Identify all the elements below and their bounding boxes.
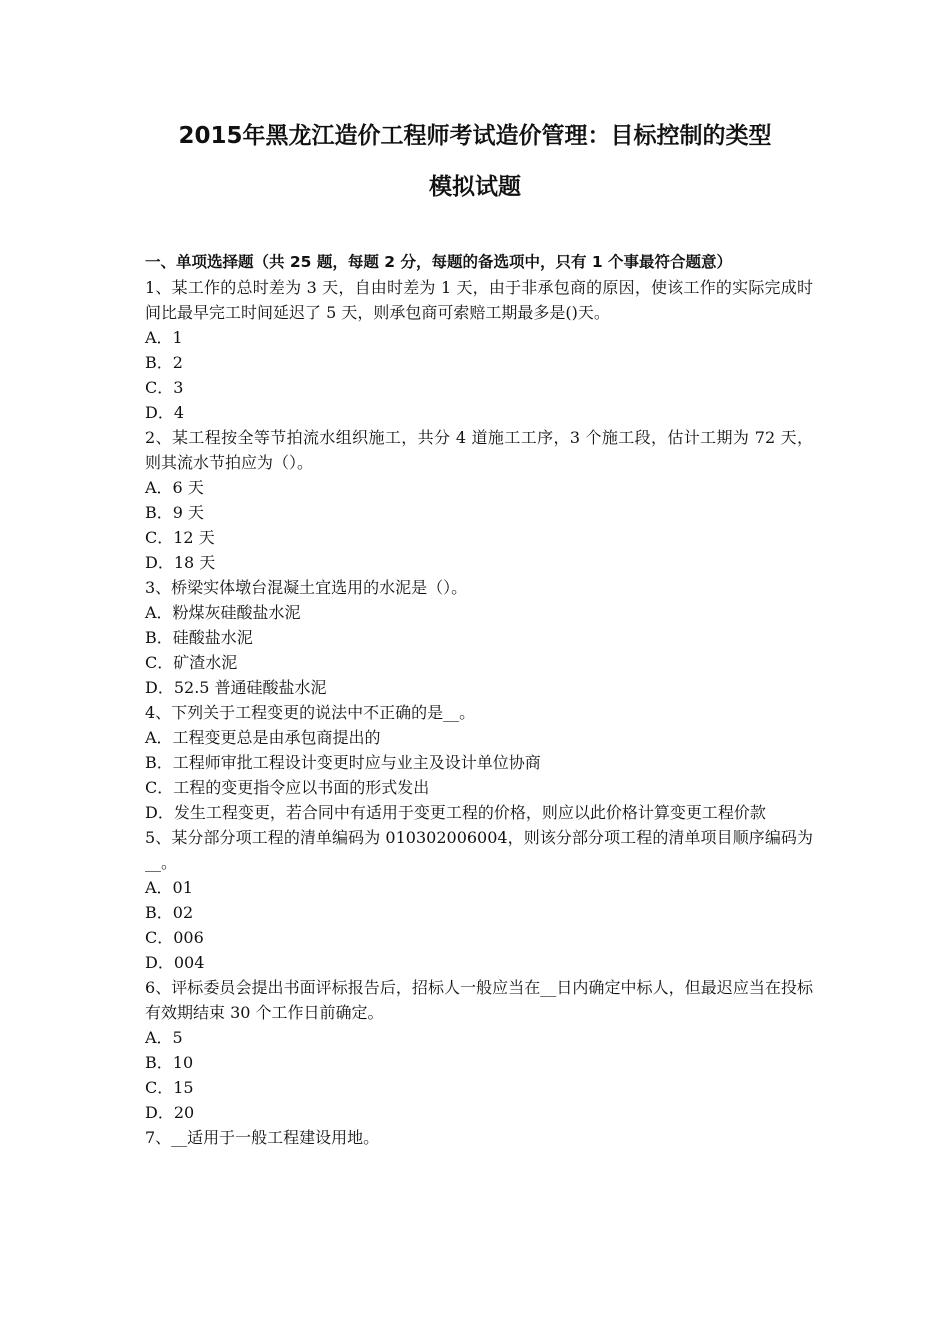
option-c: C．12 天 — [145, 528, 215, 547]
question-text: 3、桥梁实体墩台混凝土宜选用的水泥是（）。 — [145, 578, 468, 597]
option-c: C．15 — [145, 1078, 194, 1097]
option-a: A．5 — [145, 1028, 183, 1047]
document-title-line-1: 2015年黑龙江造价工程师考试造价管理：目标控制的类型 — [178, 123, 772, 149]
option-c: C．矿渣水泥 — [145, 653, 238, 672]
option-b: B．工程师审批工程设计变更时应与业主及设计单位协商 — [145, 753, 541, 772]
option-a: A．01 — [145, 878, 193, 897]
option-d: D．4 — [145, 403, 185, 422]
option-b: B．硅酸盐水泥 — [145, 628, 253, 647]
option-a: A．工程变更总是由承包商提出的 — [145, 728, 381, 747]
option-c: C．3 — [145, 378, 184, 397]
question-3 — [145, 575, 813, 700]
option-b: B．9 天 — [145, 503, 205, 522]
option-d: D．18 天 — [145, 553, 216, 572]
option-d: D．004 — [145, 953, 205, 972]
option-d: D．52.5 普通硅酸盐水泥 — [145, 678, 327, 697]
question-7 — [145, 1125, 813, 1150]
option-b: B．10 — [145, 1053, 194, 1072]
document-body — [145, 250, 813, 1150]
option-b: B．02 — [145, 903, 194, 922]
question-6 — [145, 975, 813, 1125]
section-heading: 一、单项选择题（共 25 题，每题 2 分，每题的备选项中，只有 1 个事最符合题意） — [145, 253, 733, 271]
option-b: B．2 — [145, 353, 183, 372]
option-c: C．006 — [145, 928, 204, 947]
question-text: 7、__适用于一般工程建设用地。 — [145, 1128, 380, 1147]
option-a: A．1 — [145, 328, 183, 347]
question-text: 4、下列关于工程变更的说法中不正确的是__。 — [145, 703, 476, 722]
question-text: 1、某工作的总时差为 3 天，自由时差为 1 天，由于非承包商的原因，使该工作的实际完成时间比最早完工时间延迟了 5 天，则承包商可索赔工期最多是()天。 — [145, 278, 813, 322]
document-title-line-2: 模拟试题 — [429, 174, 521, 200]
question-5 — [145, 825, 813, 975]
option-d: D．发生工程变更，若合同中有适用于变更工程的价格，则应以此价格计算变更工程价款 — [145, 803, 766, 822]
question-text: 6、评标委员会提出书面评标报告后，招标人一般应当在__日内确定中标人，但最迟应当在投标有效期结束 30 个工作日前确定。 — [145, 978, 813, 1022]
option-c: C．工程的变更指令应以书面的形式发出 — [145, 778, 430, 797]
question-text: 2、某工程按全等节拍流水组织施工，共分 4 道施工工序，3 个施工段，估计工期为 72 天，则其流水节拍应为（）。 — [145, 428, 813, 472]
option-a: A．粉煤灰硅酸盐水泥 — [145, 603, 301, 622]
question-4 — [145, 700, 813, 825]
question-2 — [145, 425, 813, 575]
option-a: A．6 天 — [145, 478, 204, 497]
question-1 — [145, 275, 813, 425]
option-d: D．20 — [145, 1103, 195, 1122]
question-text: 5、某分部分项工程的清单编码为 010302006004，则该分部分项工程的清单项目顺序编码为__。 — [145, 828, 813, 872]
